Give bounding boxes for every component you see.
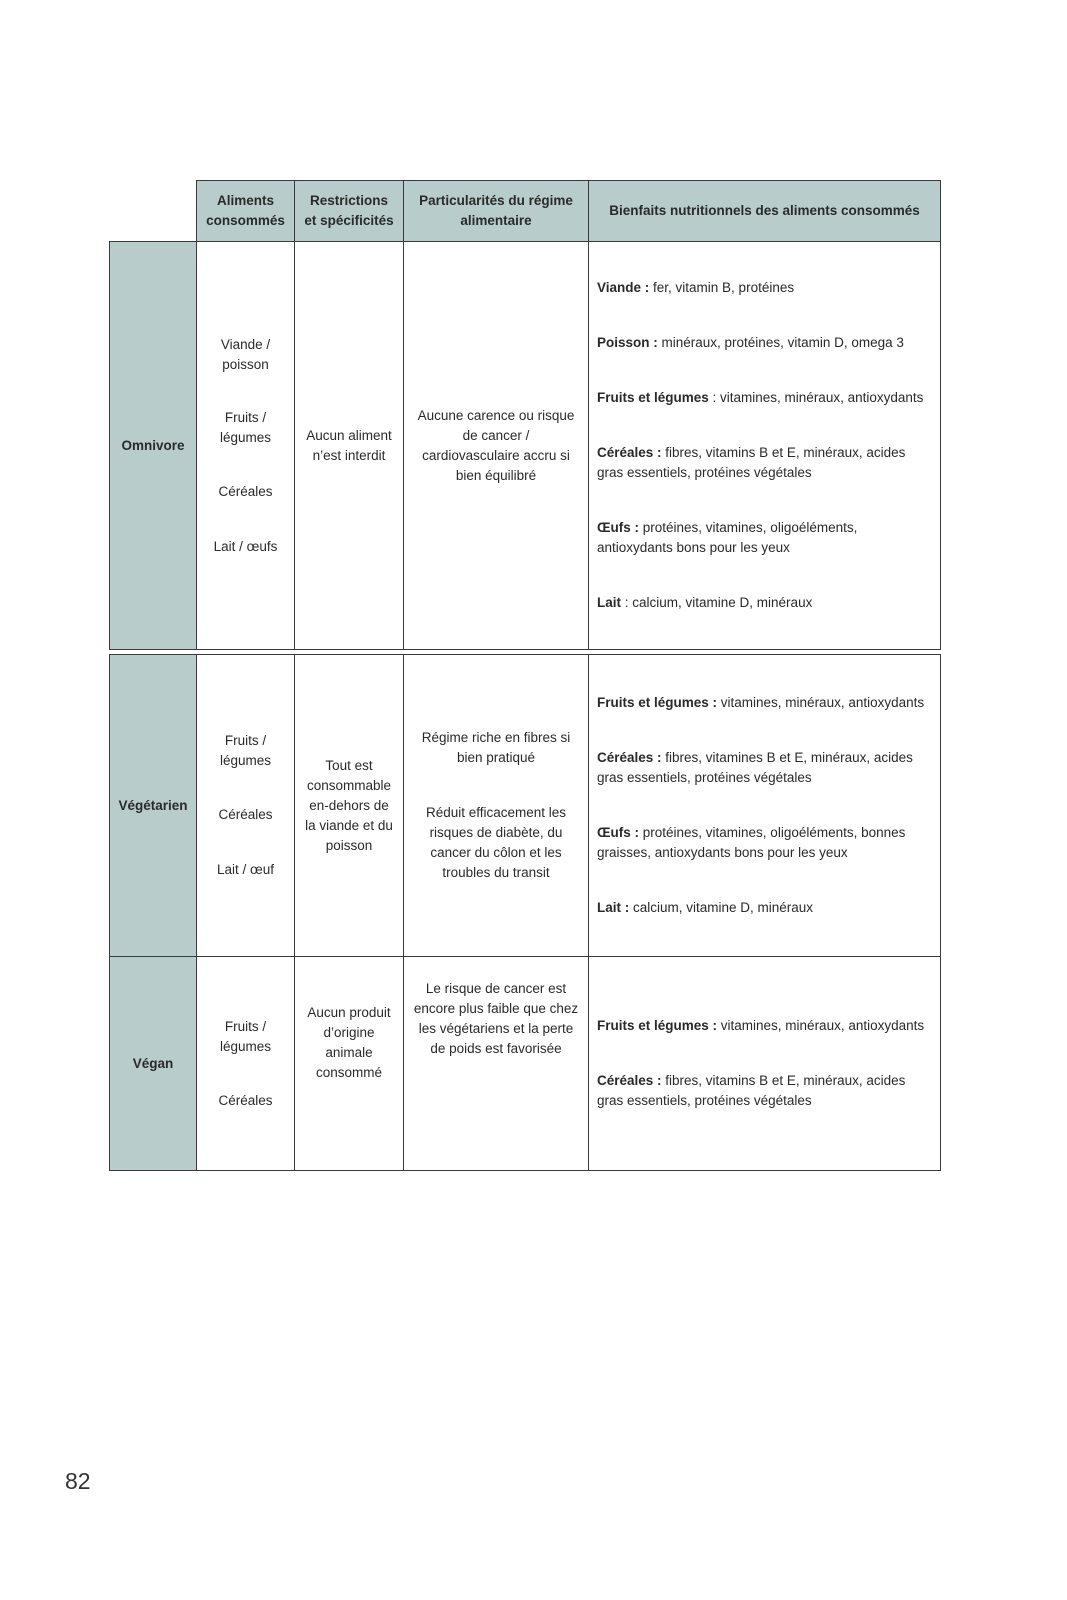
benefit-text: : vitamines, minéraux, antioxydants [708,390,924,405]
benefit-item [597,278,932,298]
food-item: Céréales [218,483,273,499]
benefit-item [597,1016,932,1036]
omnivore-restriction: Aucun aliment n’est interdit [295,242,404,650]
diet-comparison-table [109,180,941,1171]
benefit-label: Fruits et légumes [597,390,709,405]
benefit-item [597,823,932,863]
benefit-label: Céréales : [597,1073,662,1088]
benefit-text: vitamines, minéraux, antioxydants [717,695,925,710]
diet-name-vegetarien: Végétarien [110,655,197,957]
benefit-label: Lait [597,595,622,610]
benefit-text: protéines, vitamines, oligoéléments, bonnes graisses, antioxydants bons pour les yeux [597,825,906,860]
benefit-label: Fruits et légumes : [597,1018,718,1033]
header-row [110,181,941,242]
food-item: Lait / œuf [216,862,275,877]
food-item: Viande / poisson [220,336,271,372]
benefit-label: Lait : [597,900,630,915]
vegan-particularite: Le risque de cancer est encore plus faible que chez les végétariens et la perte de poids est favorisée [404,957,589,1171]
corner-cell [110,181,197,242]
benefit-label: Œufs : [597,520,639,535]
benefit-item [597,1071,932,1111]
header-particularites: Particularités du régime alimentaire [404,181,589,242]
particularite-line: Réduit efficacement les risques de diabète, du cancer du côlon et les troubles du transit [425,805,567,880]
food-item: Lait / œufs [213,538,278,554]
food-item: Céréales [218,1092,273,1108]
food-item: Fruits / légumes [219,733,272,768]
benefit-item [597,388,932,408]
benefit-label: Poisson : [597,335,658,350]
benefit-item [597,593,932,613]
vegan-restriction: Aucun produit d’origine animale consommé [295,957,404,1171]
row-vegetarien [110,655,941,957]
header-bienfaits: Bienfaits nutritionnels des aliments consommés [589,181,941,242]
page-number: 82 [65,1468,91,1494]
vegetarien-benefits [589,655,941,957]
header-aliments: Aliments consommés [197,181,295,242]
benefit-label: Céréales : [597,750,662,765]
food-item: Céréales [218,807,273,822]
benefit-item [597,748,932,788]
row-omnivore [110,242,941,650]
omnivore-foods [197,242,295,650]
omnivore-benefits [589,242,941,650]
benefit-text: fibres, vitamins B et E, minéraux, acides gras essentiels, protéines végétales [597,1073,906,1108]
benefit-text: minéraux, protéines, vitamin D, omega 3 [657,335,904,350]
benefit-text: fibres, vitamins B et E, minéraux, acides gras essentiels, protéines végétales [597,445,906,480]
benefit-label: Œufs : [597,825,639,840]
benefit-item [597,693,932,713]
benefit-text: protéines, vitamines, oligoéléments, antioxydants bons pour les yeux [597,520,858,555]
benefit-label: Céréales : [597,445,662,460]
vegetarien-foods [197,655,295,957]
row-vegan [110,957,941,1171]
benefit-item [597,443,932,483]
vegan-foods [197,957,295,1171]
vegetarien-restriction: Tout est consommable en-dehors de la viande et du poisson [295,655,404,957]
header-restrictions: Restrictions et spécificités [295,181,404,242]
diet-name-vegan: Végan [110,957,197,1171]
diet-name-omnivore: Omnivore [110,242,197,650]
vegan-benefits [589,957,941,1171]
benefit-text: fibres, vitamines B et E, minéraux, acides gras essentiels, protéines végétales [597,750,913,785]
food-item: Fruits / légumes [219,409,272,445]
vegetarien-particularite [404,655,589,957]
omnivore-particularite: Aucune carence ou risque de cancer / cardiovasculaire accru si bien équilibré [404,242,589,650]
benefit-item [597,333,932,353]
benefit-text: calcium, vitamine D, minéraux [629,900,814,915]
benefit-item [597,898,932,918]
food-item: Fruits / légumes [219,1018,272,1054]
benefit-item [597,518,932,558]
benefit-text: : calcium, vitamine D, minéraux [621,595,813,610]
benefit-text: vitamines, minéraux, antioxydants [717,1018,925,1033]
benefit-label: Fruits et légumes : [597,695,718,710]
particularite-line: Régime riche en fibres si bien pratiqué [421,730,571,765]
benefit-label: Viande : [597,280,650,295]
benefit-text: fer, vitamin B, protéines [649,280,795,295]
